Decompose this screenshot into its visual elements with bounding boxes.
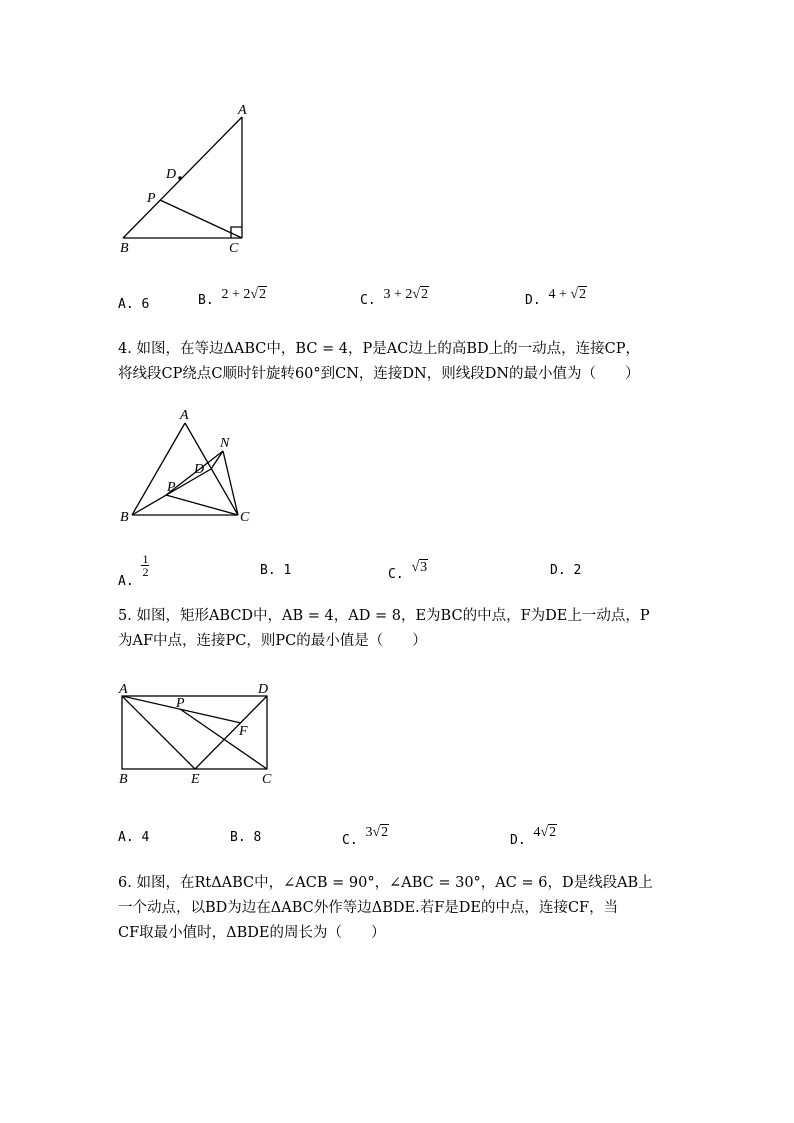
right-angle-mark <box>231 227 242 238</box>
fraction-numerator: 1 <box>142 552 149 566</box>
label-c: C <box>262 772 272 787</box>
option-value: 3 <box>365 825 373 840</box>
option-letter: C. <box>360 293 376 308</box>
option-letter: D. <box>510 833 526 848</box>
option-letter: B. <box>198 293 214 308</box>
option-value: 4 + <box>548 287 571 302</box>
label-d: D <box>194 462 205 477</box>
q6-line-1: 6. 如图，在RtΔABC中，∠ACB = 90°，∠ABC = 30°，AC = 6，D是线段AB上 <box>118 875 653 891</box>
label-a: A <box>238 103 247 118</box>
option-letter: B. <box>260 563 276 578</box>
point-d <box>178 176 182 180</box>
option-value: 4 <box>141 830 150 845</box>
radicand: 2 <box>579 287 587 302</box>
fraction-denominator: 2 <box>142 565 149 579</box>
label-b: B <box>119 772 128 787</box>
q3-option-b[interactable]: B. 2 + 2√2 <box>198 287 267 308</box>
q3-option-a[interactable] <box>118 297 149 312</box>
q6-line-3: CF取最小值时，ΔBDE的周长为（ ） <box>118 925 386 941</box>
option-value: 4 <box>533 825 541 840</box>
q3-option-d[interactable]: D. 4 + √2 <box>525 287 587 308</box>
label-a: A <box>119 682 128 697</box>
figure-triangle-abc-1 <box>110 95 260 260</box>
radicand: 2 <box>259 287 267 302</box>
q6-line-2: 一个动点，以BD为边在ΔABC外作等边ΔBDE.若F是DE的中点，连接CF，当 <box>118 900 619 916</box>
label-d: D <box>258 682 269 697</box>
segment-ab <box>123 117 242 238</box>
q5-line-2: 为AF中点，连接PC，则PC的最小值是（ ） <box>118 633 427 649</box>
q5-option-d[interactable]: D. 4√2 <box>510 825 557 848</box>
q5-option-c[interactable]: C. 3√2 <box>342 825 389 848</box>
option-value: 3 + 2 <box>383 287 413 302</box>
label-b: B <box>120 510 129 525</box>
segment-de <box>195 696 267 769</box>
option-letter: A. <box>118 297 134 312</box>
q5-option-b[interactable] <box>230 830 261 845</box>
figure-equilateral-triangle <box>110 405 260 530</box>
label-a: A <box>180 408 189 423</box>
label-p: P <box>176 696 185 711</box>
segment-pc <box>160 200 242 238</box>
label-c: C <box>240 510 250 525</box>
q4-option-c[interactable]: C. √3 <box>388 560 428 582</box>
label-c: C <box>229 241 239 256</box>
option-value: 8 <box>253 830 262 845</box>
option-letter: A. <box>118 830 134 845</box>
q4-line-1: 4. 如图，在等边ΔABC中，BC = 4，P是AC边上的高BD上的一动点，连接CP， <box>118 341 640 357</box>
radicand: 2 <box>421 287 429 302</box>
question-5-text <box>118 604 678 654</box>
q4-option-a[interactable] <box>118 552 149 589</box>
option-value: 1 <box>283 563 292 578</box>
q5-line-1: 5. 如图，矩形ABCD中，AB = 4，AD = 8，E为BC的中点，F为DE上一动点，P <box>118 608 650 624</box>
figure-rectangle-abcd <box>110 678 280 788</box>
label-f: F <box>239 724 248 739</box>
option-letter: D. <box>525 293 541 308</box>
radicand: 2 <box>381 825 389 840</box>
label-b: B <box>120 241 129 256</box>
q4-line-2: 将线段CP绕点C顺时针旋转60°到CN，连接DN，则线段DN的最小值为（ ） <box>118 366 640 382</box>
segment-pc <box>180 709 267 769</box>
radicand: 2 <box>549 825 557 840</box>
q5-option-a[interactable] <box>118 830 149 845</box>
label-n: N <box>220 436 230 451</box>
option-value: 2 <box>573 563 582 578</box>
option-letter: C. <box>342 833 358 848</box>
segment-nc <box>223 451 238 515</box>
radicand: 3 <box>420 560 428 575</box>
option-letter: C. <box>388 567 404 582</box>
question-4-text <box>118 337 678 387</box>
q4-option-b[interactable] <box>260 563 291 578</box>
option-value: 6 <box>141 297 150 312</box>
option-letter: D. <box>550 563 566 578</box>
label-e: E <box>191 772 200 787</box>
q3-option-c[interactable]: C. 3 + 2√2 <box>360 287 429 308</box>
option-letter: B. <box>230 830 246 845</box>
segment-ab <box>132 423 185 515</box>
option-letter: A. <box>118 574 134 589</box>
q4-option-d[interactable] <box>550 563 581 578</box>
option-value: 2 + 2 <box>221 287 251 302</box>
segment-pc <box>166 495 238 515</box>
segment-dn <box>211 451 223 469</box>
question-6-text <box>118 871 678 946</box>
label-p: P <box>167 480 176 495</box>
label-p: P <box>147 191 156 206</box>
label-d: D <box>166 167 177 182</box>
